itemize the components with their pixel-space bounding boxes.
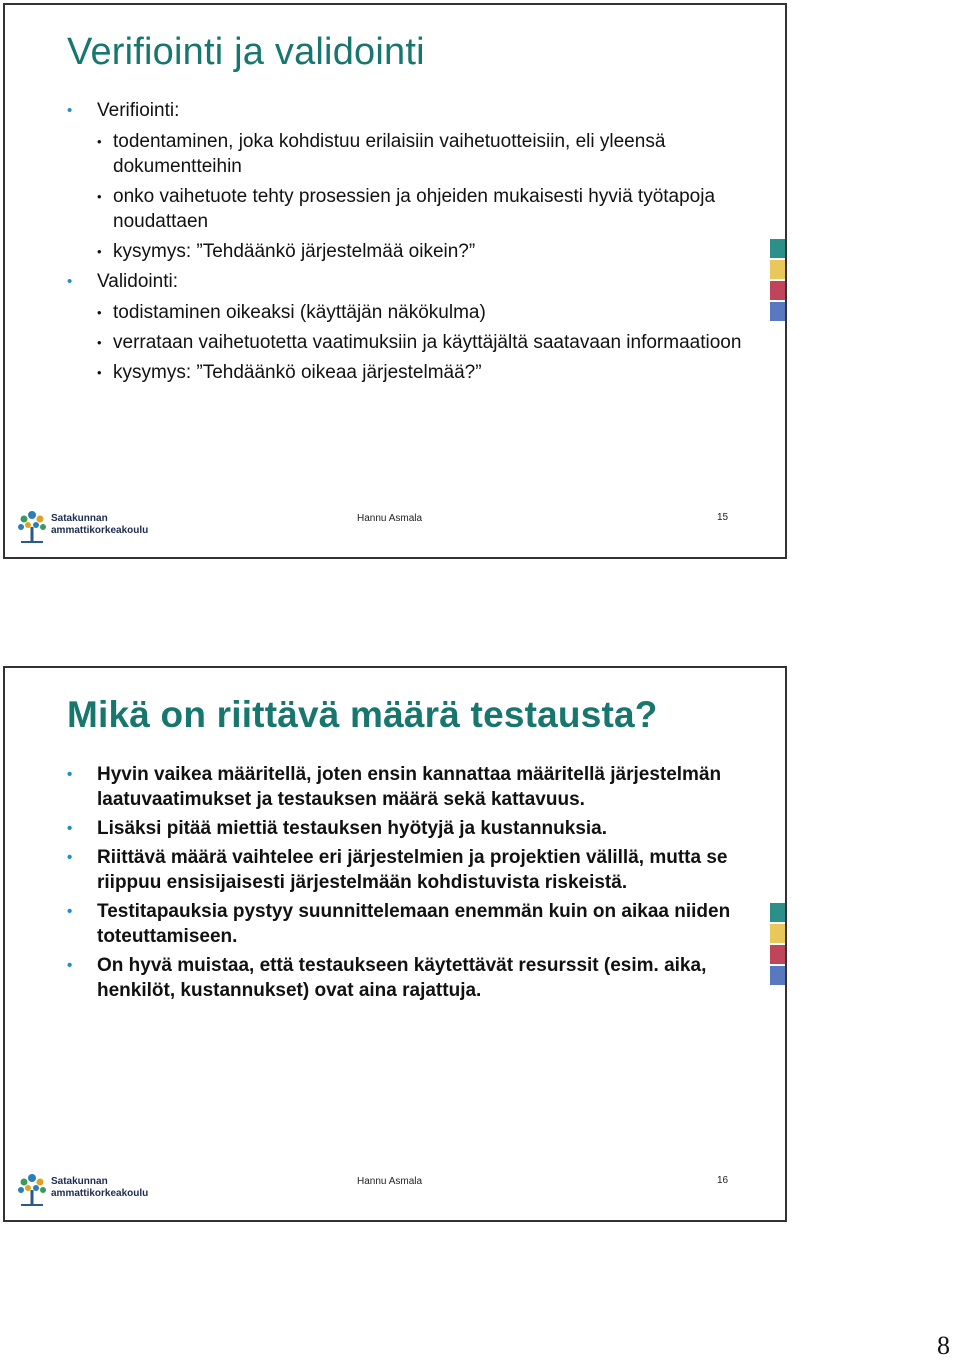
teal-swatch — [770, 239, 787, 258]
bullet-list — [67, 98, 747, 390]
list-item-text: Riittävä määrä vaihtelee eri järjestelmien ja projektien välillä, mutta se riippuu ensisijaisesti järjestelmään kohdistuvista riskeistä. — [97, 847, 728, 893]
list-item — [67, 845, 747, 895]
sub-list — [97, 129, 747, 264]
bullet-icon: • — [67, 820, 73, 837]
slide-title: Mikä on riittävä määrä testausta? — [67, 694, 658, 735]
logo-text — [51, 513, 148, 537]
logo-line-2: ammattikorkeakoulu — [51, 1188, 149, 1199]
sub-list-item — [79, 330, 747, 355]
school-logo — [15, 1172, 155, 1208]
bullet-icon: • — [67, 849, 73, 866]
list-item-text: Verifiointi: — [97, 100, 180, 121]
blue-swatch — [770, 966, 787, 985]
tree-logo-icon — [15, 509, 49, 545]
bullet-icon: • — [67, 273, 73, 290]
bullet-icon: • — [67, 903, 73, 920]
slide-16 — [3, 666, 787, 1222]
sub-list-item — [79, 239, 747, 264]
list-item-text: Validointi: — [97, 271, 178, 292]
school-logo — [15, 509, 155, 545]
sub-list-item-text: verrataan vaihetuotetta vaatimuksiin ja käyttäjältä saatavaan informaatioon — [113, 332, 742, 353]
sub-list-item-text: onko vaihetuote tehty prosessien ja ohjeiden mukaisesti hyviä työtapoja noudattaen — [113, 186, 716, 232]
list-item — [67, 762, 747, 812]
red-swatch — [770, 281, 787, 300]
bullet-icon: • — [67, 766, 73, 783]
list-item — [67, 953, 747, 1003]
sub-list-item-text: todistaminen oikeaksi (käyttäjän näkökulma) — [113, 302, 486, 323]
sub-bullet-icon: • — [97, 189, 102, 204]
teal-swatch — [770, 903, 787, 922]
blue-swatch — [770, 302, 787, 321]
sub-bullet-icon: • — [97, 134, 102, 149]
yellow-swatch — [770, 260, 787, 279]
logo-line-2: ammattikorkeakoulu — [51, 525, 149, 536]
bullet-icon: • — [67, 957, 73, 974]
sub-list-item-text: kysymys: ”Tehdäänkö oikeaa järjestelmää?” — [113, 362, 482, 383]
list-item-text: On hyvä muistaa, että testaukseen käytettävät resurssit (esim. aika, henkilöt, kustannukset) ovat aina rajattuja. — [97, 955, 707, 1001]
red-swatch — [770, 945, 787, 964]
sub-list-item — [79, 184, 747, 234]
logo-line-1: Satakunnan — [51, 513, 108, 524]
color-swatches — [770, 903, 787, 987]
slide-number: 15 — [717, 512, 729, 523]
bullet-icon: • — [67, 102, 73, 119]
list-item — [67, 98, 747, 264]
sub-list-item-text: todentaminen, joka kohdistuu erilaisiin vaihetuotteisiin, eli yleensä dokumentteihin — [113, 131, 666, 177]
slide-15 — [3, 3, 787, 559]
yellow-swatch — [770, 924, 787, 943]
list-item-text: Testitapauksia pystyy suunnittelemaan enemmän kuin on aikaa niiden toteuttamiseen. — [97, 901, 731, 947]
footer-author: Hannu Asmala — [357, 513, 423, 524]
list-item-text: Hyvin vaikea määritellä, joten ensin kannattaa määritellä järjestelmän laatuvaatimukset ja testauksen määrä sekä kattavuus. — [97, 764, 722, 810]
sub-bullet-icon: • — [97, 335, 102, 350]
sub-bullet-icon: • — [97, 305, 102, 320]
list-item — [67, 816, 747, 841]
logo-text — [51, 1176, 148, 1200]
bullet-list — [67, 762, 747, 1007]
color-swatches — [770, 239, 787, 323]
sub-list-item — [79, 360, 747, 385]
list-item — [67, 899, 747, 949]
sub-bullet-icon: • — [97, 365, 102, 380]
sub-bullet-icon: • — [97, 244, 102, 259]
list-item-text: Lisäksi pitää miettiä testauksen hyötyjä ja kustannuksia. — [97, 818, 608, 839]
sub-list-item — [79, 300, 747, 325]
sub-list-item — [79, 129, 747, 179]
page-number: 8 — [937, 1331, 950, 1360]
list-item — [67, 269, 747, 385]
slide-title: Verifiointi ja validointi — [67, 31, 425, 73]
tree-logo-icon — [15, 1172, 49, 1208]
footer-author: Hannu Asmala — [357, 1176, 423, 1187]
sub-list — [97, 300, 747, 385]
sub-list-item-text: kysymys: ”Tehdäänkö järjestelmää oikein?” — [113, 241, 476, 262]
logo-line-1: Satakunnan — [51, 1176, 108, 1187]
slide-number: 16 — [717, 1175, 729, 1186]
